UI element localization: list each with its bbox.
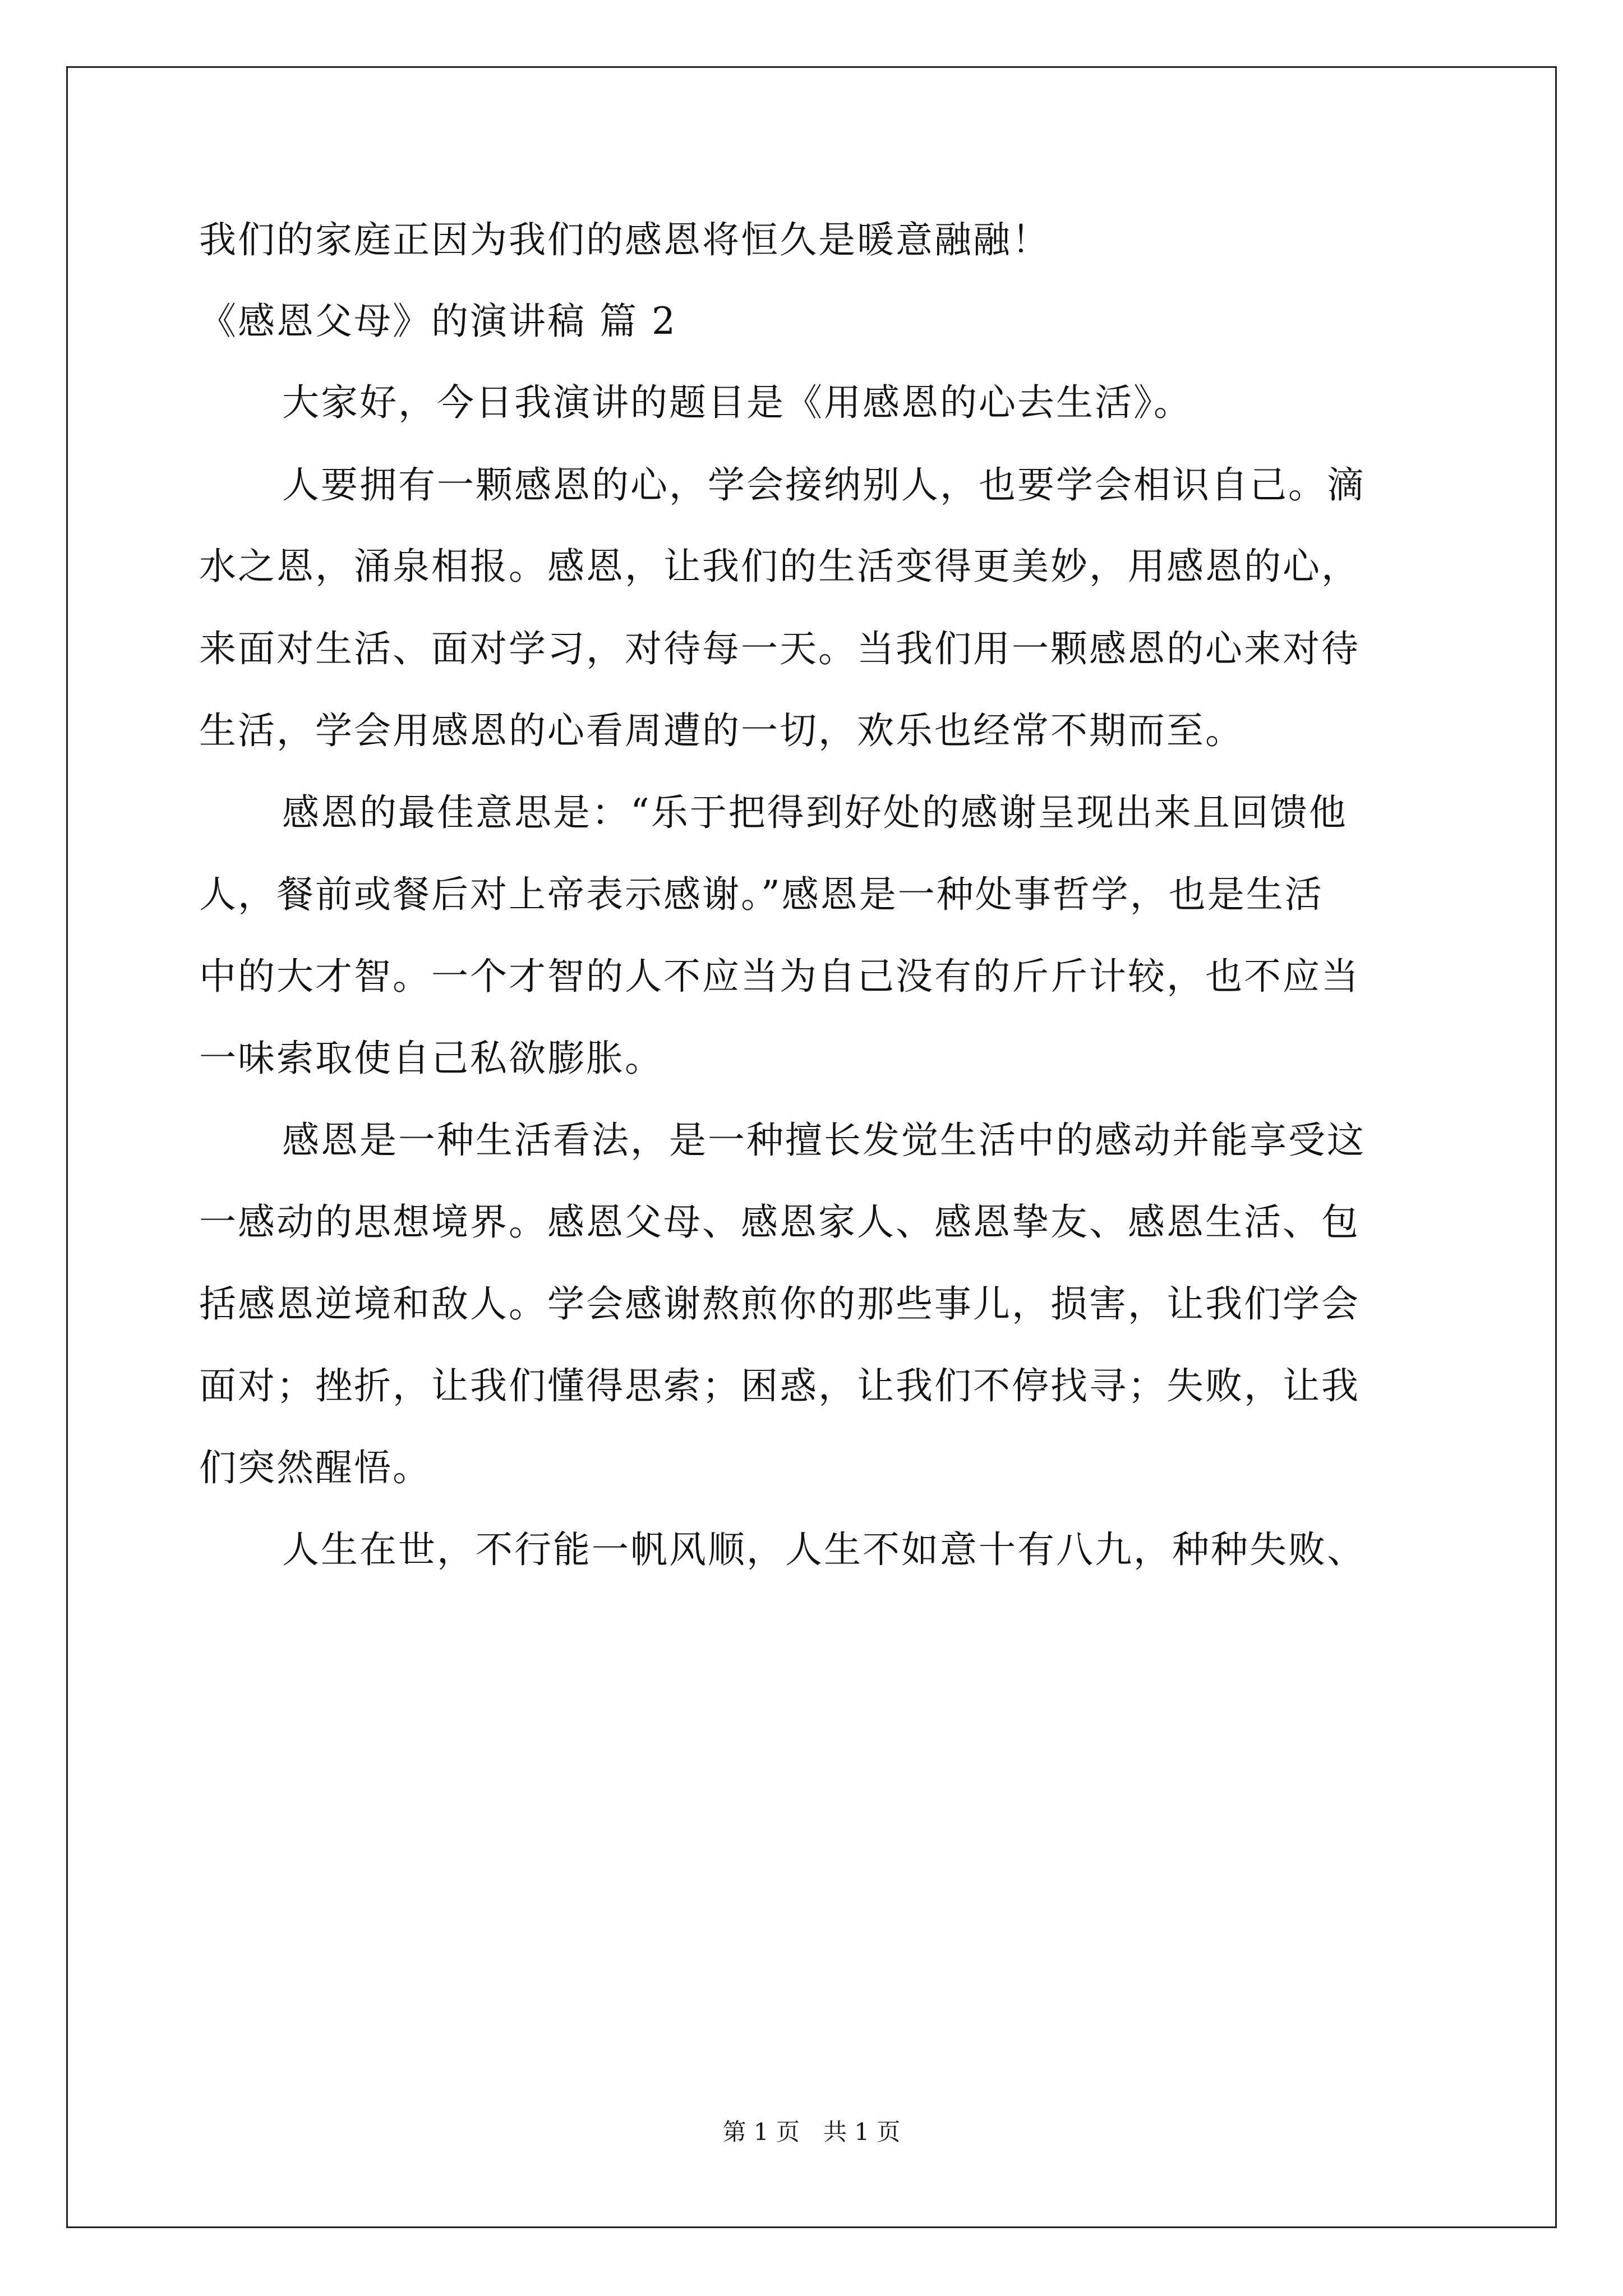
text-line: 大家好，今日我演讲的题目是《用感恩的心去生活》。 xyxy=(282,381,1192,424)
text-line: 感恩是一种生活看法，是一种擅长发觉生活中的感动并能享受这 xyxy=(282,1119,1366,1162)
section-heading: 《感恩父母》的演讲稿 篇 2 xyxy=(199,300,677,343)
text-line: 一味索取使自己私欲膨胀。 xyxy=(199,1037,663,1080)
page-footer xyxy=(0,2119,1623,2146)
text-line: 中的大才智。一个才智的人不应当为自己没有的斤斤计较，也不应当 xyxy=(199,955,1360,998)
text-line: 一感动的思想境界。感恩父母、感恩家人、感恩挚友、感恩生活、包 xyxy=(199,1200,1360,1244)
text-line: 人要拥有一颗感恩的心，学会接纳别人，也要学会相识自己。滴 xyxy=(282,463,1366,507)
text-line: 人，餐前或餐后对上帝表示感谢。”感恩是一种处事哲学，也是生活 xyxy=(199,873,1324,916)
text-line: 水之恩，涌泉相报。感恩，让我们的生活变得更美妙，用感恩的心， xyxy=(199,545,1360,588)
text-line: 来面对生活、面对学习，对待每一天。当我们用一颗感恩的心来对待 xyxy=(199,627,1360,670)
page-number: 第 1 页 共 1 页 xyxy=(722,2118,901,2146)
text-line: 感恩的最佳意思是：“乐于把得到好处的感谢呈现出来且回馈他 xyxy=(282,791,1348,834)
text-line: 括感恩逆境和敌人。学会感谢熬煎你的那些事儿，损害，让我们学会 xyxy=(199,1282,1360,1326)
text-line: 我们的家庭正因为我们的感恩将恒久是暖意融融！ xyxy=(199,218,1050,261)
text-line: 人生在世，不行能一帆风顺，人生不如意十有八九，种种失败、 xyxy=(282,1528,1366,1571)
text-line: 面对；挫折，让我们懂得思索；困惑，让我们不停找寻；失败，让我 xyxy=(199,1364,1360,1407)
text-line: 们突然醒悟。 xyxy=(199,1446,431,1489)
text-line: 生活，学会用感恩的心看周遭的一切，欢乐也经常不期而至。 xyxy=(199,709,1244,752)
